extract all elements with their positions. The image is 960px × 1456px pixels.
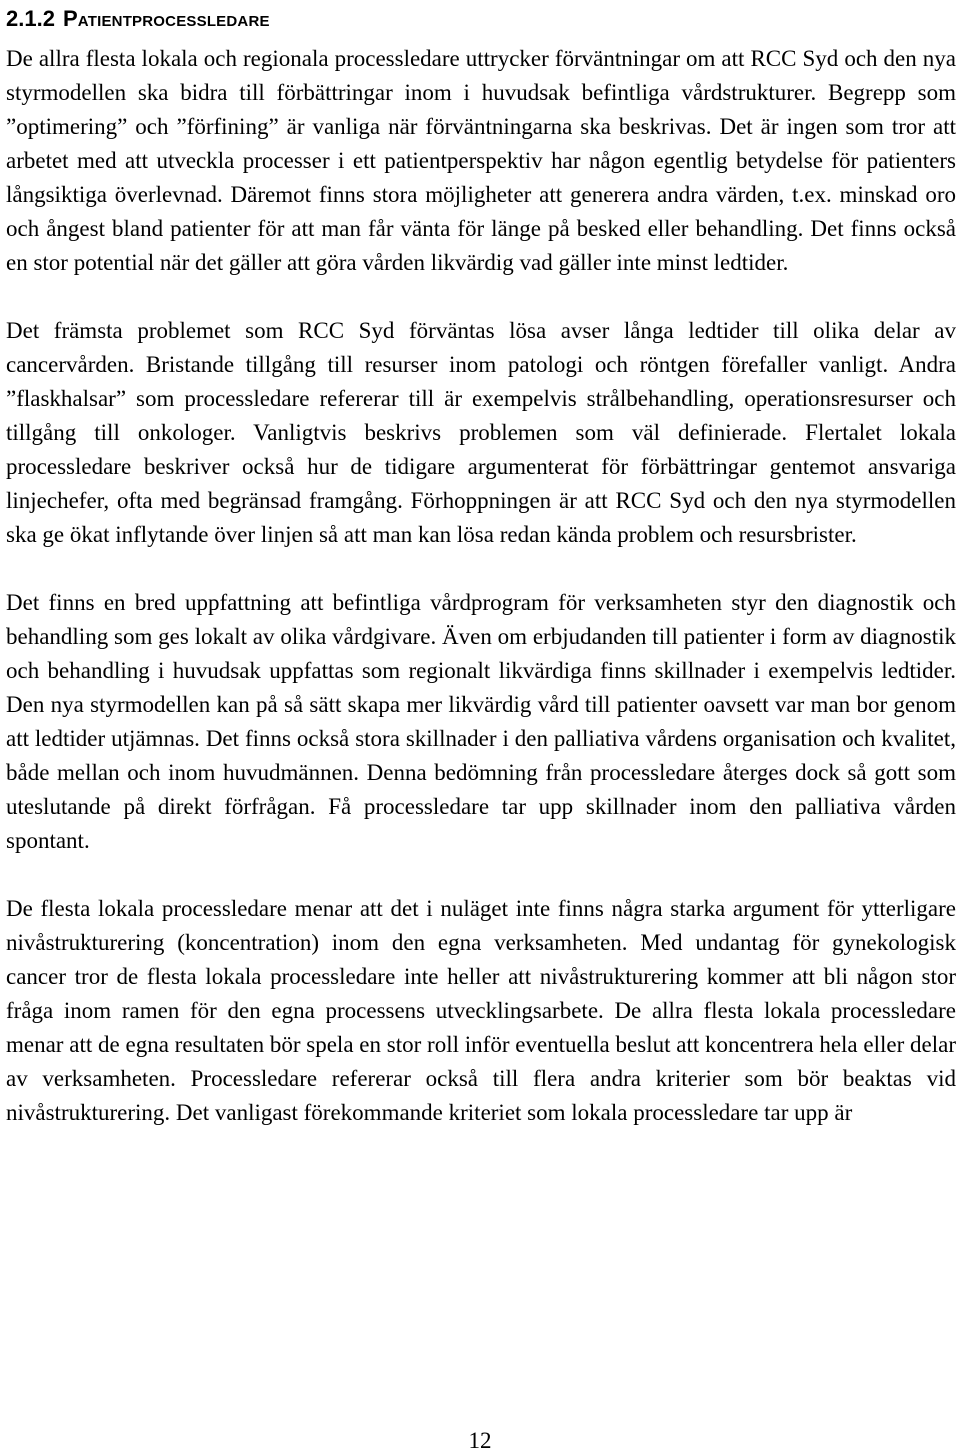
section-heading xyxy=(6,4,956,34)
section-title: Patientprocessledare xyxy=(62,6,270,31)
paragraph-3: Det finns en bred uppfattning att befintliga vårdprogram för verksamheten styr den diagnostik och behandling som ges lokalt av olika vårdgivare. Även om erbjudanden till patienter i form av diagnostik och behandling i huvudsak uppfattas som regionalt likvärdiga finns skillnader i exempelvis ledtider. Den nya styrmodellen kan på så sätt skapa mer likvärdig vård till patienter oavsett var man bor genom att ledtider utjämnas. Det finns också stora skillnader i den palliativa vårdens organisation och kvalitet, både mellan och inom huvudmännen. Denna bedömning från processledare återges dock så gott som uteslutande på direkt förfrågan. Få processledare tar upp skillnader inom den palliativa vården spontant. xyxy=(6,590,956,853)
page-number: 12 xyxy=(468,1428,492,1453)
document-page xyxy=(6,0,956,1130)
paragraph-4: De flesta lokala processledare menar att det i nuläget inte finns några starka argument för ytterligare nivåstrukturering (koncentration) inom den egna verksamheten. Med undantag för gynekologisk cancer tror de flesta lokala processledare inte heller att nivåstrukturering kommer att bli någon stor fråga inom ramen för den egna processens utvecklingsarbete. De allra flesta lokala processledare menar att de egna resultaten bör spela en stor roll inför eventuella beslut att koncentrera hela eller delar av verksamheten. Processledare refererar också till flera andra kriterier som bör beaktas vid nivåstrukturering. Det vanligast förekommande kriteriet som lokala processledare tar upp är xyxy=(6,896,956,1125)
paragraph-2: Det främsta problemet som RCC Syd förväntas lösa avser långa ledtider till olika delar av cancervården. Bristande tillgång till resurser inom patologi och röntgen förefaller vanligt. Andra ”flaskhalsar” som processledare refererar till är exempelvis strålbehandling, operationsresurser och tillgång till onkologer. Vanligtvis beskrivs problemen som väl definierade. Flertalet lokala processledare beskriver också hur de tidigare argumenterat för förbättringar gentemot ansvariga linjechefer, ofta med begränsad framgång. Förhoppningen är att RCC Syd och den nya styrmodellen ska ge ökat inflytande över linjen så att man kan lösa redan kända problem och resursbrister. xyxy=(6,318,956,547)
paragraph-1: De allra flesta lokala och regionala processledare uttrycker förväntningar om att RCC Syd och den nya styrmodellen ska bidra till förbättringar inom i huvudsak befintliga vårdstrukturer. Begrepp som ”optimering” och ”förfining” är vanliga när förväntningarna ska beskrivas. Det är ingen som tror att arbetet med att utveckla processer i ett patientperspektiv har någon egentlig betydelse för patienters långsiktiga överlevnad. Däremot finns stora möjligheter att generera andra värden, t.ex. minskad oro och ångest bland patienter för att man får vänta för länge på besked eller behandling. Det finns också en stor potential när det gäller att göra vården likvärdig vad gäller inte minst ledtider. xyxy=(6,46,956,275)
section-number: 2.1.2 xyxy=(6,6,55,31)
